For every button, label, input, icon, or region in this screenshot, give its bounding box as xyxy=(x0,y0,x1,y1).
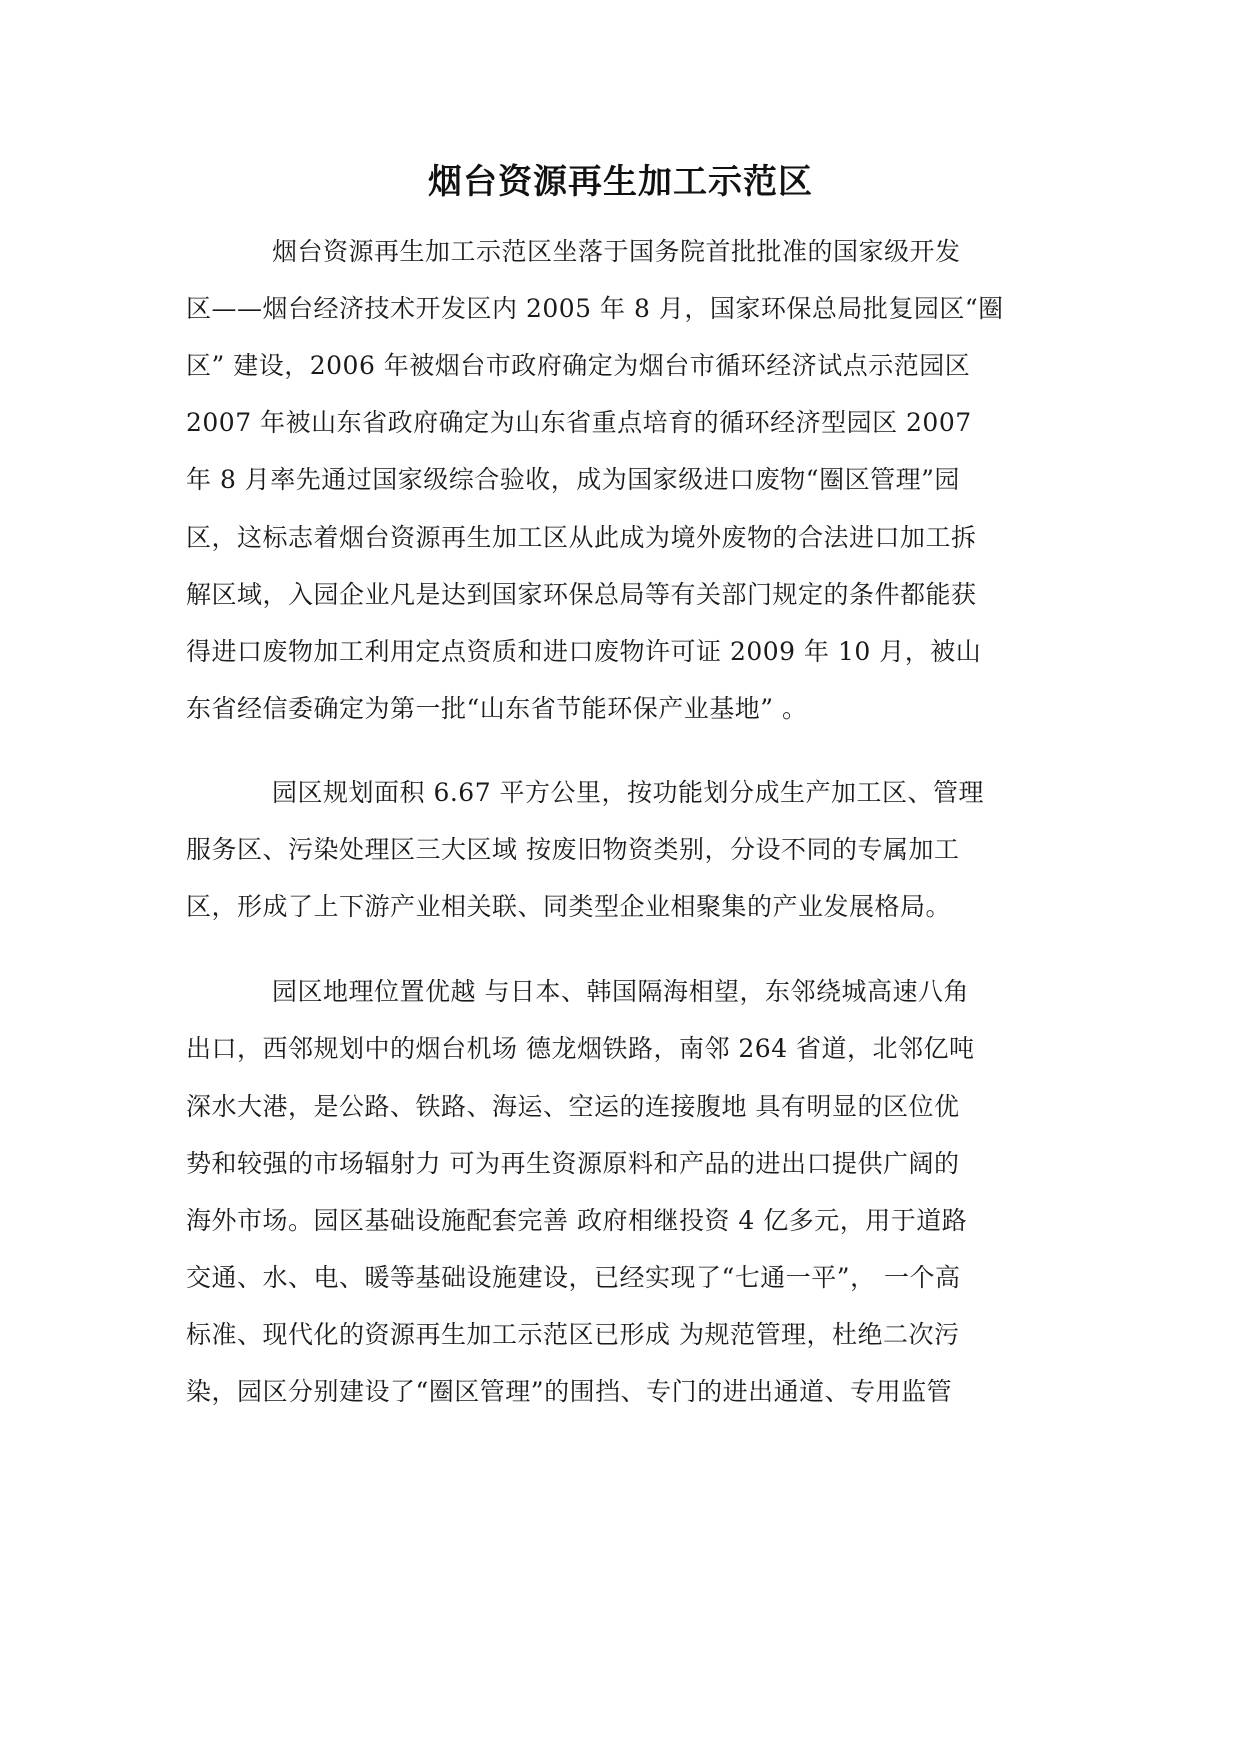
paragraph-2-line-2: 服务区、污染处理区三大区域 按废旧物资类别，分设不同的专属加工 xyxy=(186,835,960,864)
paragraph-1-line-4: 2007 年被山东省政府确定为山东省重点培育的循环经济型园区 2007 xyxy=(186,408,972,437)
paragraph-1-line-9: 东省经信委确定为第一批“山东省节能环保产业基地” 。 xyxy=(186,694,808,723)
paragraph-3-line-1: 园区地理位置优越 与日本、韩国隔海相望，东邻绕城高速八角 xyxy=(272,977,969,1006)
paragraph-1-line-8: 得进口废物加工利用定点资质和进口废物许可证 2009 年 10 月，被山 xyxy=(186,637,982,666)
paragraph-1-line-2: 区——烟台经济技术开发区内 2005 年 8 月，国家环保总局批复园区“圈 xyxy=(186,294,1004,323)
paragraph-1-line-5: 年 8 月率先通过国家级综合验收，成为国家级进口废物“圈区管理”园 xyxy=(186,465,960,494)
paragraph-2-line-3: 区，形成了上下游产业相关联、同类型企业相聚集的产业发展格局。 xyxy=(186,892,952,921)
paragraph-3-line-7: 标准、现代化的资源再生加工示范区已形成 为规范管理，杜绝二次污 xyxy=(186,1320,960,1349)
paragraph-1-line-7: 解区域，入园企业凡是达到国家环保总局等有关部门规定的条件都能获 xyxy=(186,580,977,609)
paragraph-3-line-8: 染，园区分别建设了“圈区管理”的围挡、专门的进出通道、专用监管 xyxy=(186,1377,953,1406)
paragraph-3-line-4: 势和较强的市场辐射力 可为再生资源原料和产品的进出口提供广阔的 xyxy=(186,1149,960,1178)
paragraph-1-line-6: 区，这标志着烟台资源再生加工区从此成为境外废物的合法进口加工拆 xyxy=(186,523,977,552)
paragraph-3-line-2: 出口，西邻规划中的烟台机场 德龙烟铁路，南邻 264 省道，北邻亿吨 xyxy=(186,1034,975,1063)
paragraph-1-line-1: 烟台资源再生加工示范区坐落于国务院首批批准的国家级开发 xyxy=(272,237,961,266)
paragraph-3-line-3: 深水大港，是公路、铁路、海运、空运的连接腹地 具有明显的区位优 xyxy=(186,1092,960,1121)
paragraph-1-line-3: 区” 建设，2006 年被烟台市政府确定为烟台市循环经济试点示范园区 xyxy=(186,351,971,380)
paragraph-3-line-5: 海外市场。园区基础设施配套完善 政府相继投资 4 亿多元，用于道路 xyxy=(186,1206,968,1235)
paragraph-3-line-6: 交通、水、电、暖等基础设施建设，已经实现了“七通一平”， 一个高 xyxy=(186,1263,961,1292)
document-title: 烟台资源再生加工示范区 xyxy=(428,162,813,202)
paragraph-2-line-1: 园区规划面积 6.67 平方公里，按功能划分成生产加工区、管理 xyxy=(272,778,985,807)
